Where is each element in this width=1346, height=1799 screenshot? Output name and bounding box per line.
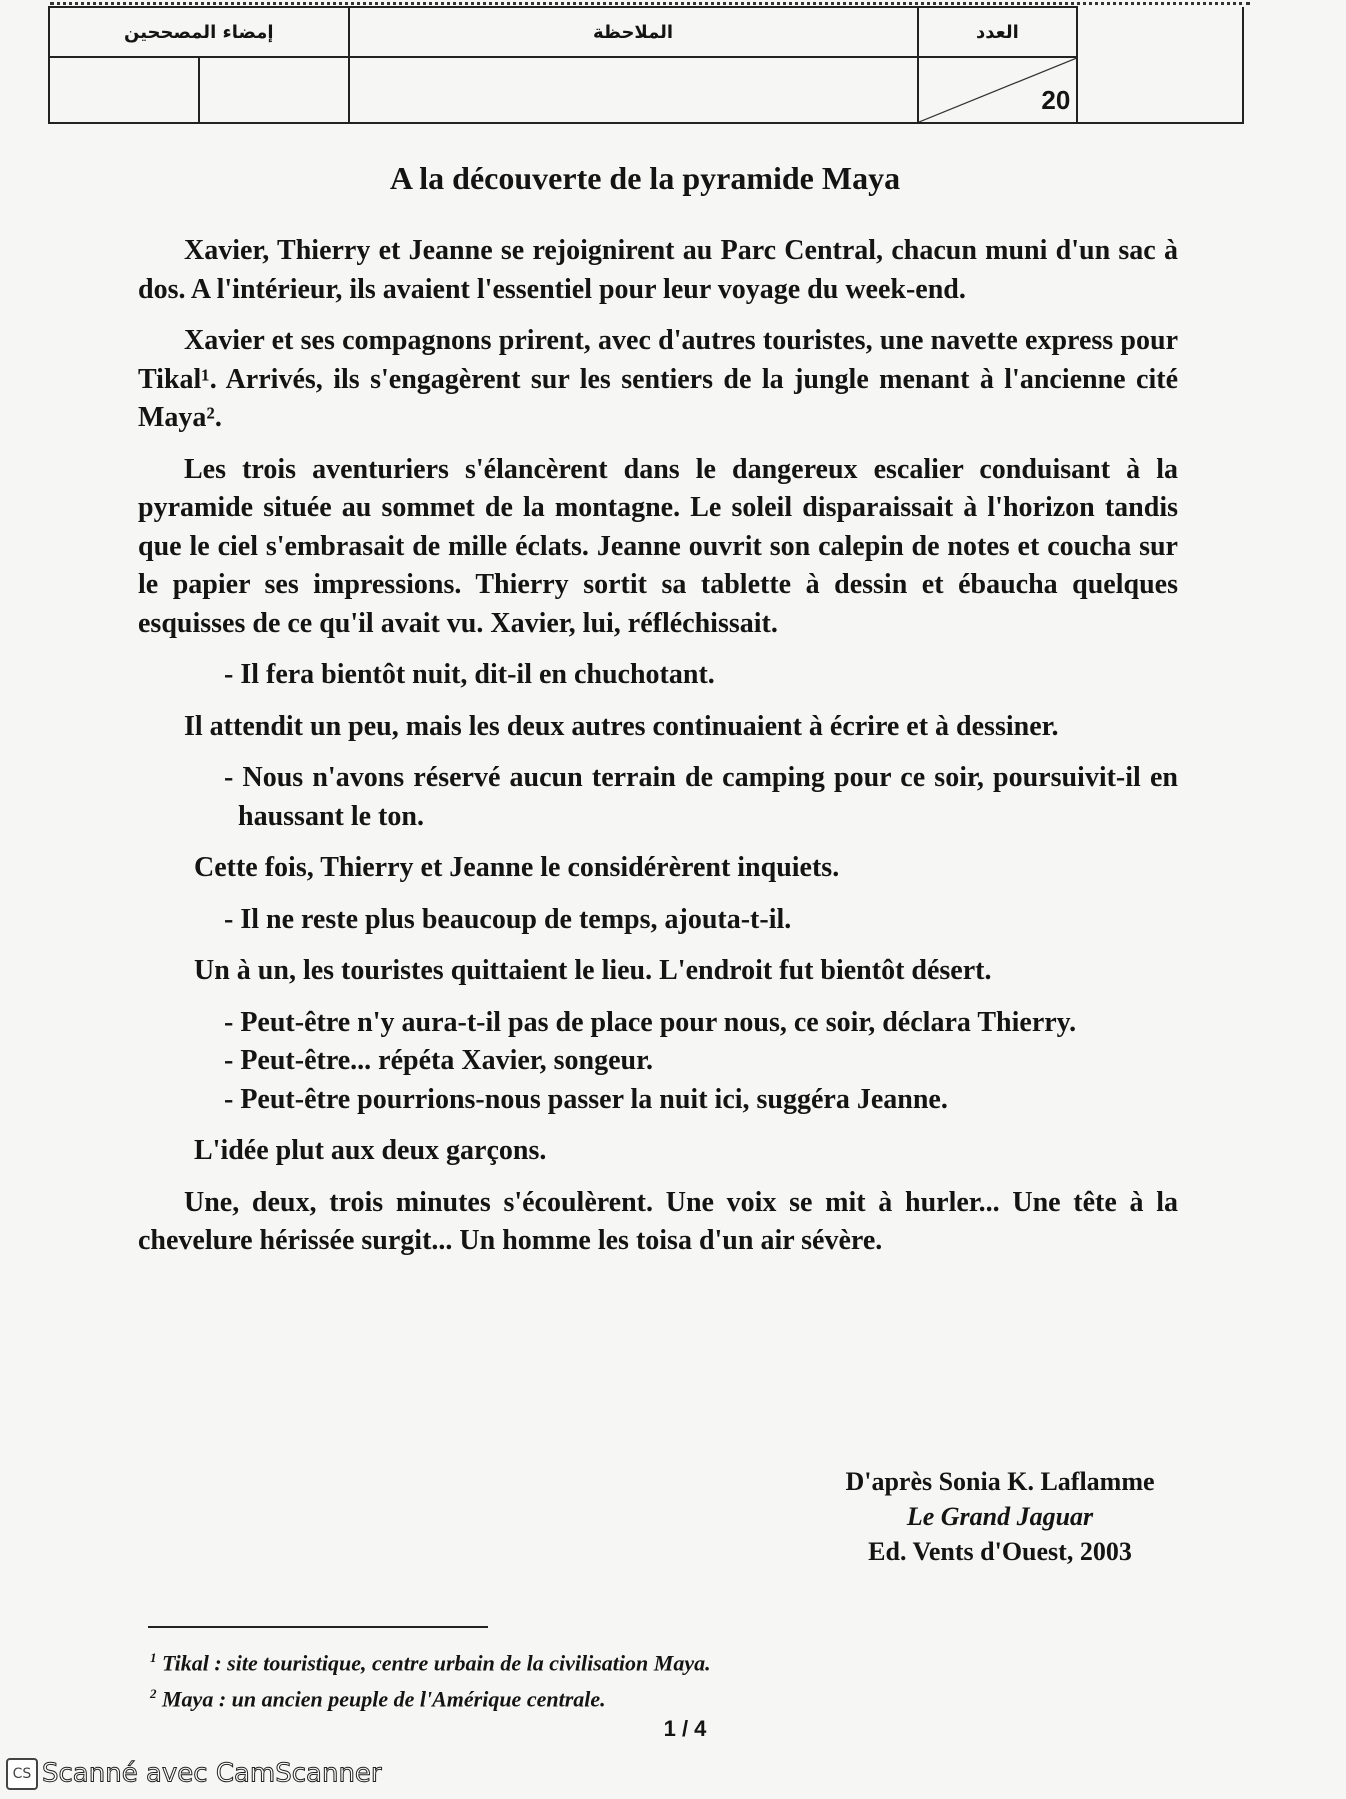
paragraph: Cette fois, Thierry et Jeanne le considérèrent inquiets. <box>194 852 840 883</box>
paragraph: Il attendit un peu, mais les deux autres continuaient à écrire et à dessiner. <box>184 710 1059 742</box>
grade-table <box>48 6 1244 124</box>
page-title: A la découverte de la pyramide Maya <box>389 160 901 196</box>
paragraph: Xavier, Thierry et Jeanne se rejoignirent au Parc Central, chacun muni d'un sac à dos. A l'intérieur, ils avaient l'essentiel pour leur voyage du week-end. <box>138 235 1178 305</box>
grade-cell <box>918 57 1078 123</box>
dialogue-line: - Nous n'avons réservé aucun terrain de camping pour ce soir, poursuivit-il en haussant le ton. <box>224 762 1178 832</box>
grade-header: العدد <box>918 7 1078 57</box>
signature-cell-1 <box>49 57 199 123</box>
page-number: 1 / 4 <box>663 1716 707 1741</box>
source-publisher: Ed. Vents d'Ouest, 2003 <box>868 1537 1132 1566</box>
source-book: Le Grand Jaguar <box>906 1502 1094 1531</box>
signatures-header: إمضاء المصححين <box>49 7 349 57</box>
paragraph: Un à un, les touristes quittaient le lieu. L'endroit fut bientôt désert. <box>194 955 992 986</box>
footnote-text: Tikal : site touristique, centre urbain de la civilisation Maya. <box>162 1650 711 1676</box>
grade-total: 20 <box>1041 85 1071 115</box>
scanner-watermark <box>6 1758 382 1790</box>
source-author: D'après Sonia K. Laflamme <box>845 1467 1155 1496</box>
story-text <box>138 232 1178 1274</box>
dialogue-line: - Peut-être... répéta Xavier, songeur. <box>224 1045 653 1076</box>
paragraph: Une, deux, trois minutes s'écoulèrent. Une voix se mit à hurler... Une tête à la chevelure hérissée surgit... Un homme les toisa d'un air sévère. <box>138 1186 1178 1256</box>
dialogue-line: - Peut-être n'y aura-t-il pas de place pour nous, ce soir, déclara Thierry. <box>224 1006 1077 1038</box>
scanner-watermark-text: Scanné avec CamScanner <box>42 1758 382 1789</box>
remarks-cell <box>349 57 918 123</box>
remarks-header: الملاحظة <box>349 7 918 57</box>
blank-cell <box>1077 7 1243 123</box>
dialogue-line: - Peut-être pourrions-nous passer la nuit ici, suggéra Jeanne. <box>224 1083 948 1115</box>
footnote-rule <box>148 1626 488 1628</box>
camscanner-logo-icon: CS <box>6 1758 38 1790</box>
dialogue-line: - Il ne reste plus beaucoup de temps, ajouta-t-il. <box>224 903 792 935</box>
paragraph: L'idée plut aux deux garçons. <box>194 1135 547 1166</box>
paragraph: Les trois aventuriers s'élancèrent dans le dangereux escalier conduisant à la pyramide située au sommet de la montagne. Le soleil disparaissait à l'horizon tandis que le ciel s'embrasait de mille éclats. Jeanne ouvrit son calepin de notes et coucha sur le papier ses impressions. Thierry sortit sa tablette à dessin et ébaucha quelques esquisses de ce qu'il avait vu. Xavier, lui, réfléchissait. <box>138 453 1178 639</box>
paragraph: Xavier et ses compagnons prirent, avec d'autres touristes, une navette express pour Tikal¹. Arrivés, ils s'engagèrent sur les sentiers de la jungle menant à l'ancienne cité Maya². <box>138 325 1178 433</box>
signature-cell-2 <box>199 57 349 123</box>
footnote-mark: 2 <box>150 1686 157 1702</box>
footnote <box>150 1678 1050 1714</box>
footnote <box>150 1642 1050 1678</box>
source-citation <box>800 1464 1200 1569</box>
footnote-mark: 1 <box>150 1650 157 1665</box>
dotted-cut-line <box>50 2 1250 5</box>
footnote-text: Maya : un ancien peuple de l'Amérique centrale. <box>162 1686 606 1712</box>
footnotes <box>150 1642 1050 1715</box>
dialogue-line: - Il fera bientôt nuit, dit-il en chuchotant. <box>224 659 715 690</box>
